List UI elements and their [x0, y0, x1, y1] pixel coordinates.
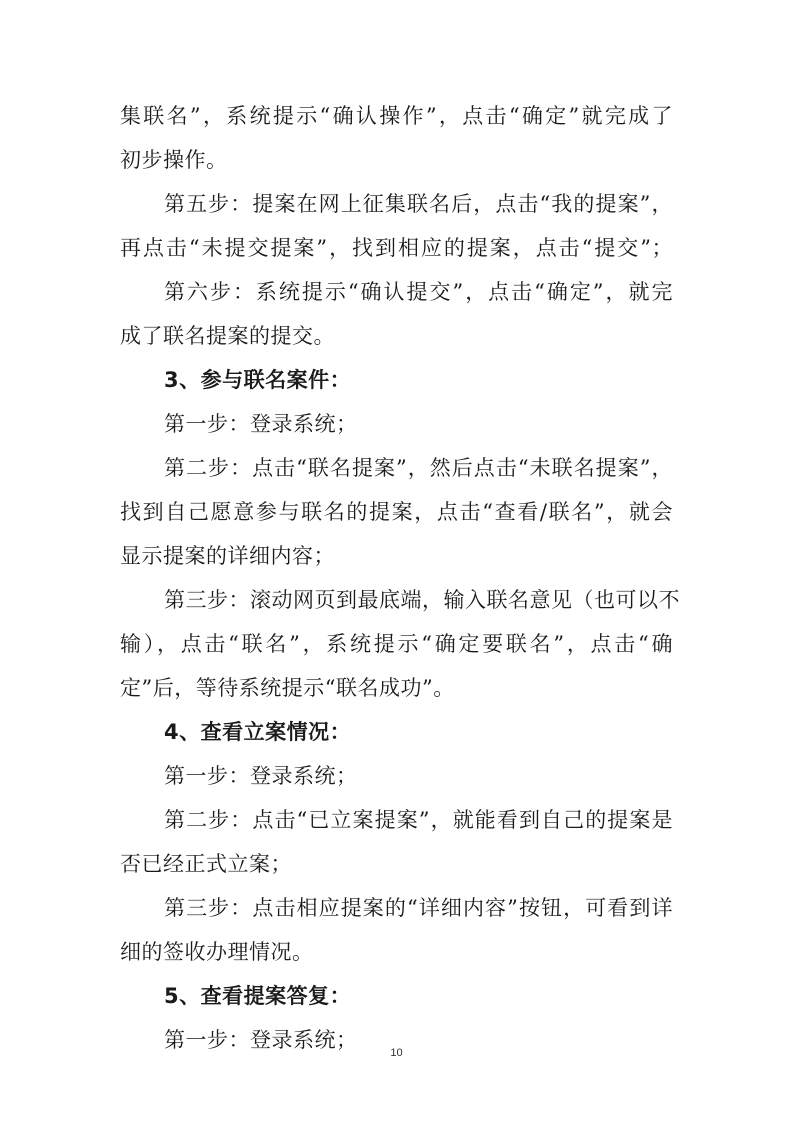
text-line: 定”后，等待系统提示“联名成功”。: [120, 676, 455, 700]
text-line: 第一步：登录系统；: [164, 412, 358, 436]
text-line: 第二步：点击“已立案提案”，就能看到自己的提案是: [164, 808, 673, 832]
text-line: 第三步：滚动网页到最底端，输入联名意见（也可以不: [164, 588, 680, 612]
text-line: 再点击“未提交提案”，找到相应的提案，点击“提交”；: [120, 236, 673, 260]
text-line: 找到自己愿意参与联名的提案，点击“查看/联名”，就会: [120, 500, 673, 524]
text-line: 否已经正式立案；: [120, 852, 292, 876]
section-heading: 4、查看立案情况：: [164, 720, 352, 744]
text-line: 初步操作。: [120, 148, 228, 172]
text-line: 第二步：点击“联名提案”，然后点击“未联名提案”，: [164, 456, 673, 480]
text-line: 第五步：提案在网上征集联名后，点击“我的提案”，: [164, 192, 673, 216]
text-line: 第一步：登录系统；: [164, 1028, 358, 1052]
page-number: 10: [390, 1047, 403, 1059]
text-line: 第一步：登录系统；: [164, 764, 358, 788]
section-heading: 3、参与联名案件：: [164, 368, 352, 392]
text-line: 成了联名提案的提交。: [120, 324, 335, 348]
text-line: 第六步：系统提示“确认提交”，点击“确定”，就完: [164, 280, 673, 304]
text-line: 显示提案的详细内容；: [120, 544, 335, 568]
text-line: 第三步：点击相应提案的“详细内容”按钮，可看到详: [164, 896, 673, 920]
section-heading: 5、查看提案答复：: [164, 984, 352, 1008]
text-line: 输），点击“联名”，系统提示“确定要联名”，点击“确: [120, 632, 673, 656]
text-line: 细的签收办理情况。: [120, 940, 314, 964]
text-line: 集联名”，系统提示“确认操作”，点击“确定”就完成了: [120, 104, 673, 128]
